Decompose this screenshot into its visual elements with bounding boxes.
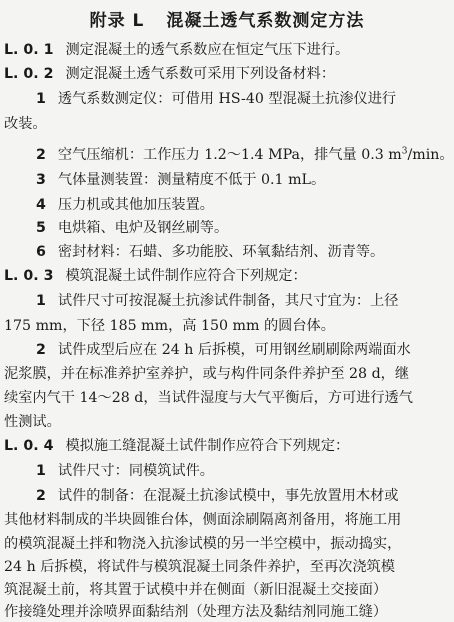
item-line bbox=[36, 170, 450, 190]
item-line bbox=[36, 486, 450, 506]
appendix-label: 附录 L bbox=[89, 11, 145, 31]
item-number: 5 bbox=[36, 220, 46, 236]
item-text: 密封材料：石蜡、多功能胶、环氧黏结剂、沥青等。 bbox=[57, 244, 385, 260]
section-text: 模筑混凝土试件制作应符合下列规定： bbox=[65, 268, 307, 284]
item-number: 6 bbox=[36, 244, 46, 260]
item-number: 1 bbox=[36, 91, 46, 107]
section-line bbox=[4, 64, 450, 84]
item-text: 空气压缩机：工作压力 1.2～1.4 MPa，排气量 0.3 m bbox=[57, 147, 402, 163]
item-line bbox=[36, 89, 450, 109]
item-text: 筑混凝土前，将其置于试模中并在侧面（新旧混凝土交接面） bbox=[4, 582, 388, 598]
continuation-line bbox=[4, 602, 450, 622]
item-line bbox=[36, 291, 450, 311]
appendix-heading bbox=[0, 6, 454, 31]
section-number: L. 0. 4 bbox=[4, 438, 54, 454]
item-number: 2 bbox=[36, 147, 46, 163]
continuation-line bbox=[4, 364, 450, 384]
item-text: 175 mm，下径 185 mm，高 150 mm 的圆台体。 bbox=[4, 318, 335, 334]
continuation-line bbox=[4, 580, 450, 600]
superscript: 3 bbox=[401, 146, 408, 157]
item-line bbox=[36, 340, 450, 360]
item-text: 试件成型后应在 24 h 后拆模，可用钢丝刷刷除两端面水 bbox=[57, 342, 411, 358]
section-text: 测定混凝土的透气系数应在恒定气压下进行。 bbox=[65, 42, 350, 58]
section-line bbox=[4, 266, 450, 286]
section-number: L. 0. 2 bbox=[4, 66, 54, 82]
item-line bbox=[36, 242, 450, 262]
item-number: 3 bbox=[36, 172, 46, 188]
item-number: 1 bbox=[36, 463, 46, 479]
item-text: 作接缝处理并涂喷界面黏结剂（处理方法及黏结剂同施工缝） bbox=[4, 604, 388, 620]
item-line bbox=[36, 145, 454, 165]
item-line bbox=[36, 461, 450, 481]
item-text: 泥浆膜，并在标准养护室养护，或与构件同条件养护至 28 d，继 bbox=[4, 366, 410, 382]
section-text: 测定混凝土透气系数可采用下列设备材料： bbox=[65, 66, 336, 82]
continuation-line bbox=[4, 510, 450, 530]
continuation-line bbox=[4, 557, 450, 577]
item-number: 2 bbox=[36, 342, 46, 358]
item-text-tail: /min。 bbox=[407, 147, 454, 163]
item-number: 4 bbox=[36, 197, 46, 213]
section-text: 模拟施工缝混凝土试件制作应符合下列规定： bbox=[65, 438, 350, 454]
item-text: 试件的制备：在混凝土抗渗试模中，事先放置用木材或 bbox=[57, 488, 399, 504]
continuation-line bbox=[4, 114, 450, 134]
item-text: 性测试。 bbox=[4, 414, 61, 430]
item-text: 改装。 bbox=[4, 116, 47, 132]
item-text: 电烘箱、电炉及钢丝刷等。 bbox=[57, 220, 229, 236]
item-text: 压力机或其他加压装置。 bbox=[57, 197, 214, 213]
section-number: L. 0. 3 bbox=[4, 268, 54, 284]
section-line bbox=[4, 436, 450, 456]
item-text: 气体量测装置：测量精度不低于 0.1 mL。 bbox=[57, 172, 326, 188]
section-line bbox=[4, 40, 450, 60]
item-text: 透气系数测定仪：可借用 HS-40 型混凝土抗渗仪进行 bbox=[57, 91, 397, 107]
item-line bbox=[36, 195, 450, 215]
item-text: 试件尺寸可按混凝土抗渗试件制备，其尺寸宜为：上径 bbox=[57, 293, 399, 309]
continuation-line bbox=[4, 412, 450, 432]
item-number: 1 bbox=[36, 293, 46, 309]
continuation-line bbox=[4, 316, 450, 336]
item-text: 其他材料制成的半块圆锥台体，侧面涂刷隔离剂备用，将施工用 bbox=[4, 512, 402, 528]
appendix-title: 混凝土透气系数测定方法 bbox=[166, 11, 365, 31]
section-number: L. 0. 1 bbox=[4, 42, 54, 58]
item-text: 24 h 后拆模，将试件与模筑混凝土同条件养护，至再次浇筑模 bbox=[4, 559, 395, 575]
item-text: 续室内气干 14～28 d，当试件湿度与大气平衡后，方可进行透气 bbox=[4, 390, 413, 406]
continuation-line bbox=[4, 388, 450, 408]
item-number: 2 bbox=[36, 488, 46, 504]
item-line bbox=[36, 218, 450, 238]
item-text: 的模筑混凝土拌和物浇入抗渗试模的另一半空模中，振动捣实， bbox=[4, 536, 402, 552]
item-text: 试件尺寸：同模筑试件。 bbox=[57, 463, 214, 479]
continuation-line bbox=[4, 534, 450, 554]
